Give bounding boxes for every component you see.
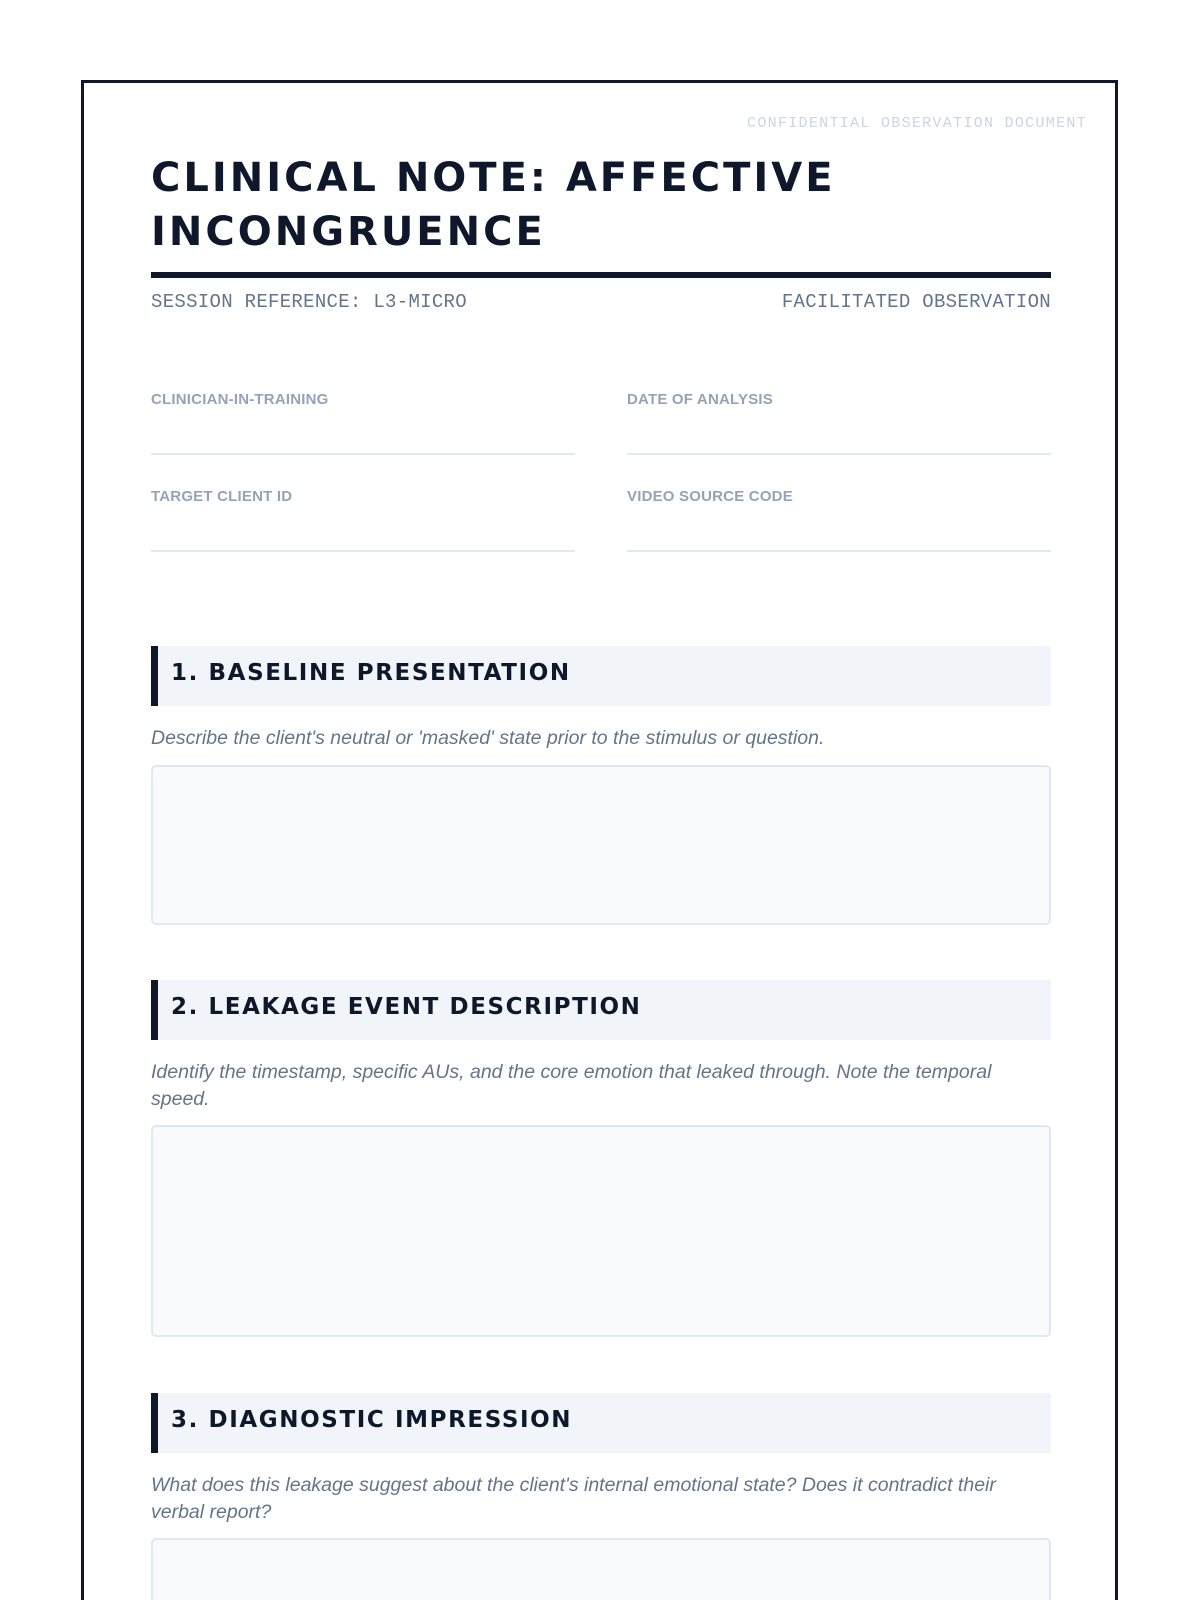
date-field[interactable] [627,391,1051,471]
client-id-field[interactable] [151,488,575,568]
client-id-label: TARGET CLIENT ID [151,488,293,505]
clinician-field[interactable] [151,391,575,471]
section-title: 2. LEAKAGE EVENT DESCRIPTION [171,994,642,1020]
diagnostic-answer-box[interactable] [151,1538,1051,1600]
client-id-input-line[interactable] [151,550,575,552]
meta-row [151,291,1051,313]
confidential-label: CONFIDENTIAL OBSERVATION DOCUMENT [747,115,1087,132]
session-reference: SESSION REFERENCE: L3-MICRO [151,291,467,313]
leakage-answer-box[interactable] [151,1125,1051,1337]
section-hint: Describe the client's neutral or 'masked' state prior to the stimulus or question. [151,727,825,749]
date-input-line[interactable] [627,453,1051,455]
date-label: DATE OF ANALYSIS [627,391,773,408]
section-title: 3. DIAGNOSTIC IMPRESSION [171,1407,573,1433]
observation-type: FACILITATED OBSERVATION [781,291,1051,313]
video-code-label: VIDEO SOURCE CODE [627,488,793,505]
baseline-answer-box[interactable] [151,765,1051,925]
section-hint: Identify the timestamp, specific AUs, and the core emotion that leaked through. Note the temporal speed. [151,1061,992,1110]
document-sheet [81,80,1118,1600]
section-heading-diagnostic [151,1393,1051,1453]
clinician-label: CLINICIAN-IN-TRAINING [151,391,329,408]
document-title: CLINICAL NOTE: AFFECTIVE INCONGRUENCE [151,155,836,255]
clinician-input-line[interactable] [151,453,575,455]
video-code-input-line[interactable] [627,550,1051,552]
title-divider [151,272,1051,278]
section-hint: What does this leakage suggest about the client's internal emotional state? Does it contradict their verbal report? [151,1474,996,1523]
video-code-field[interactable] [627,488,1051,568]
section-heading-leakage [151,980,1051,1040]
section-title: 1. BASELINE PRESENTATION [171,660,571,686]
section-heading-baseline [151,646,1051,706]
